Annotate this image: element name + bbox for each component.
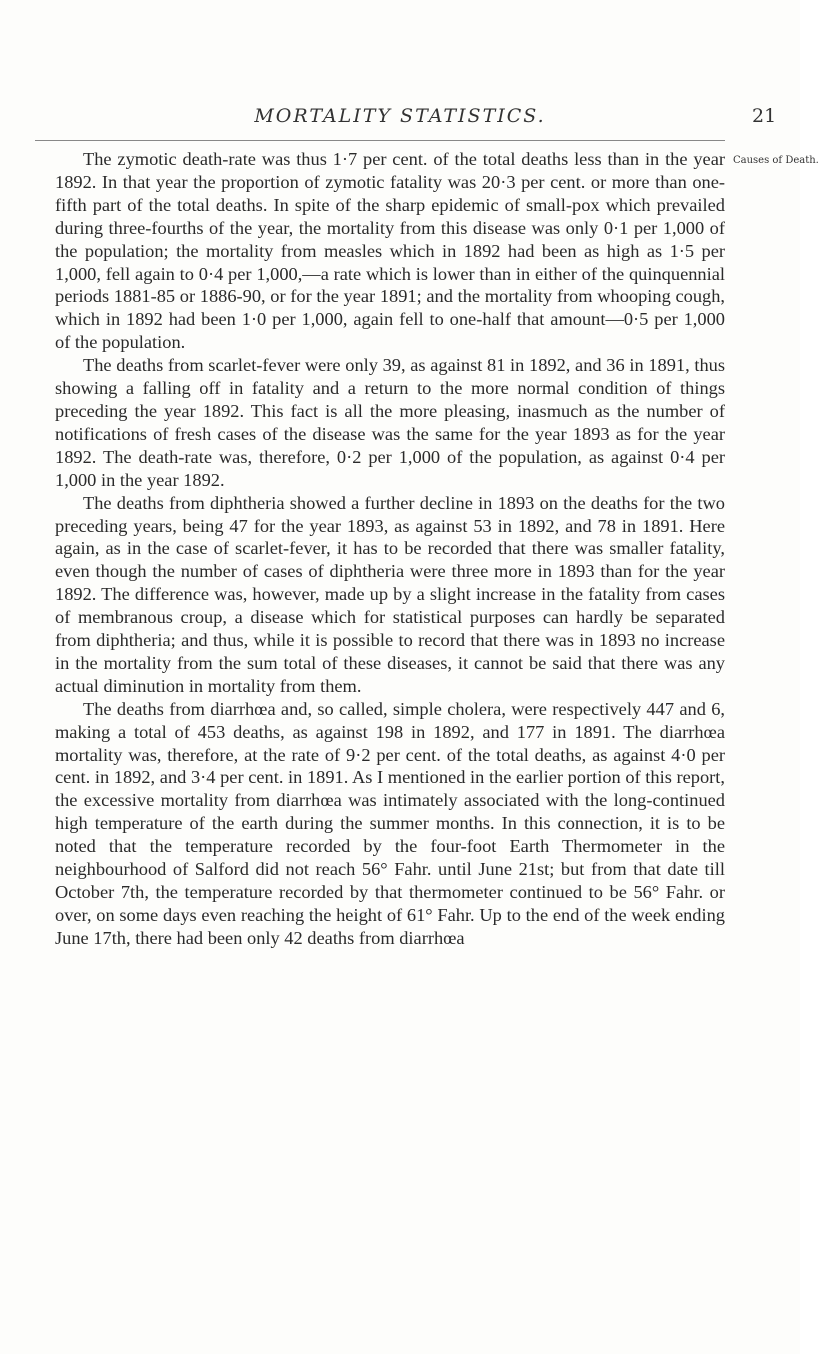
paragraph-zymotic: The zymotic death-rate was thus 1·7 per cent. of the total deaths less than in the year 1892. In that year the proportion of zymotic fatality was 20·3 per cent. or more than one-fifth part of the total deaths. In spite of the sharp epidemic of small-pox which prevailed during three-fourths of the year, the mortality from this disease was only 0·1 per 1,000 of the population; the mortality from measles which in 1892 had been as high as 1·5 per 1,000, fell again to 0·4 per 1,000,—a rate which is lower than in either of the quinquennial periods 1881-85 or 1886-90, or for the year 1891; and the mortality from whooping cough, which in 1892 had been 1·0 per 1,000, again fell to one-half that amount—0·5 per 1,000 of the population. [55,149,725,353]
body-text [55,148,725,950]
paragraph-diphtheria: The deaths from diphtheria showed a further decline in 1893 on the deaths for the two preceding years, being 47 for the year 1893, as against 53 in 1892, and 78 in 1891. Here again, as in the case of scarlet-fever, it has to be recorded that there was smaller fatality, even though the number of cases of diphtheria were three more in 1893 than for the year 1892. The difference was, however, made up by a slight increase in the fatality from cases of membranous croup, a disease which for statistical purposes can hardly be separated from diphtheria; and thus, while it is possible to record that there was in 1893 no increase in the mortality from the sum total of these diseases, it cannot be said that there was any actual diminution in mortality from them. [55,492,725,696]
running-title: MORTALITY STATISTICS. [254,105,546,127]
paragraph-diarrhoea: The deaths from diarrhœa and, so called, simple cholera, were respectively 447 and 6, making a total of 453 deaths, as against 198 in 1892, and 177 in 1891. The diarrhœa mortality was, therefore, at the rate of 9·2 per cent. of the total deaths, as against 4·0 per cent. in 1892, and 3·4 per cent. in 1891. As I mentioned in the earlier portion of this report, the excessive mortality from diarrhœa was intimately associated with the long-continued high temperature of the earth during the summer months. In this connection, it is to be noted that the temperature recorded by the four-foot Earth Thermometer in the neighbourhood of Salford did not reach 56° Fahr. until June 21st; but from that date till October 7th, the temperature recorded by that thermometer continued to be 56° Fahr. or over, on some days even reaching the height of 61° Fahr. Up to the end of the week ending June 17th, there had been only 42 deaths from diarrhœa [55,698,725,948]
paragraph-scarlet-fever: The deaths from scarlet-fever were only 39, as against 81 in 1892, and 36 in 1891, thus showing a falling off in fatality and a return to the more normal condition of things preceding the year 1892. This fact is all the more pleasing, inasmuch as the number of notifications of fresh cases of the disease was the same for the year 1893 as for the year 1892. The death-rate was, therefore, 0·2 per 1,000 of the population, as against 0·4 per 1,000 in the year 1892. [55,355,725,490]
header-rule [35,140,725,141]
page-number: 21 [752,105,777,127]
margin-note: Causes of Death. [733,155,819,166]
